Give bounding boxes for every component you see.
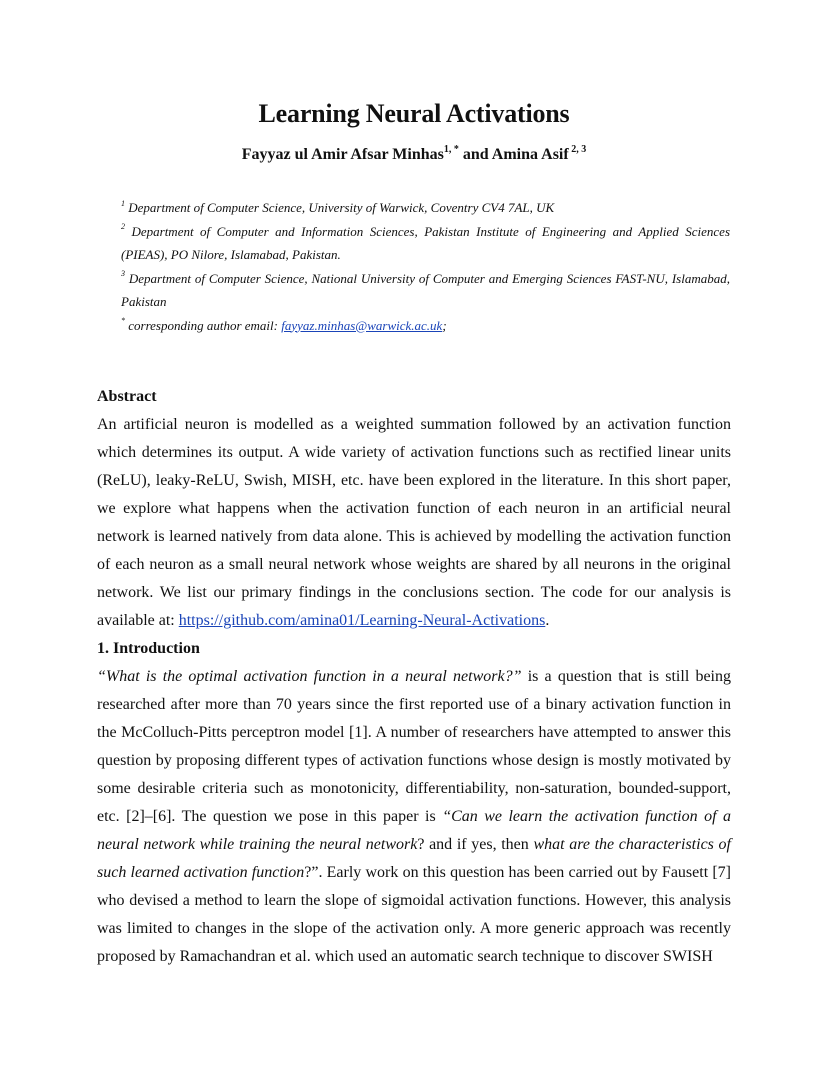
author-2-name: Amina Asif (491, 146, 569, 163)
affiliation-text: Department of Computer and Information Sciences, Pakistan Institute of Engineering and Applied Sciences (PIEAS), PO Nilore, Islamabad, Pakistan. (121, 223, 730, 262)
paper-title: Learning Neural Activations (258, 99, 570, 128)
author-line (0, 145, 828, 165)
affiliation-mark: 2 (121, 222, 125, 232)
corresponding-prefix: corresponding author email: (125, 317, 282, 333)
author-1-name: Fayyaz ul Amir Afsar Minhas (241, 146, 444, 163)
code-repository-link[interactable]: https://github.com/amina01/Learning-Neural-Activations (178, 612, 546, 629)
affiliation-text: Department of Computer Science, National University of Computer and Emerging Sciences FAST-NU, Islamabad, Pakistan (121, 270, 730, 309)
affiliation-3 (121, 267, 730, 314)
affiliations (121, 196, 730, 337)
affiliation-2 (121, 220, 730, 267)
intro-question-3: what are the characteristics of such learned activation function (97, 836, 731, 881)
author-connector: and (458, 146, 492, 163)
intro-question-2: “Can we learn the activation function of a neural network while training the neural network (97, 808, 732, 853)
corresponding-author (121, 314, 730, 338)
intro-text-1: is a question that is still being researched after more than 70 years since the first reported use of a binary activation function in the McColluch-Pitts perceptron model [1]. A number of researchers have attempted to answer this question by proposing different types of activation functions whose design is mostly motivated by some desirable criteria such as monotonicity, differentiability, non-saturation, bounded-support, etc. [2]–[6]. The question we pose in this paper is (97, 668, 731, 825)
abstract-end: . (545, 612, 550, 629)
corresponding-mark: * (121, 316, 125, 326)
affiliation-mark: 1 (121, 198, 125, 208)
author-1-affiliation-marks: 1, * (443, 143, 459, 155)
affiliation-1 (121, 196, 730, 220)
abstract-text: An artificial neuron is modelled as a weighted summation followed by an activation function which determines its output. A wide variety of activation functions such as rectified linear units (ReLU), leaky-ReLU, Swish, MISH, etc. have been explored in the literature. In this short paper, we explore what happens when the activation function of each neuron in an artificial neural network is learned natively from data alone. This is achieved by modelling the activation function of each neuron as a small neural network whose weights are shared by all neurons in the original network. We list our primary findings in the conclusions section. The code for our analysis is available at: (97, 416, 731, 629)
abstract-paragraph (97, 411, 731, 635)
affiliation-mark: 3 (121, 269, 125, 279)
author-2-affiliation-marks: 2, 3 (568, 143, 587, 155)
introduction-paragraph (97, 663, 731, 971)
affiliation-text: Department of Computer Science, University of Warwick, Coventry CV4 7AL, UK (125, 200, 555, 215)
intro-text-2: ? and if yes, then (417, 836, 534, 853)
intro-question-1: “What is the optimal activation function in a neural network?” (97, 668, 522, 685)
corresponding-suffix: ; (442, 317, 447, 333)
abstract-heading: Abstract (97, 388, 157, 405)
introduction-heading: 1. Introduction (97, 640, 200, 657)
corresponding-email-link[interactable]: fayyaz.minhas@warwick.ac.uk (281, 317, 443, 333)
intro-text-3: ?”. Early work on this question has been carried out by Fausett [7] who devised a method to learn the slope of sigmoidal activation functions. However, this analysis was limited to changes in the slope of the activation only. A more generic approach was recently proposed by Ramachandran et al. which used an automatic search technique to discover SWISH (97, 864, 731, 965)
abstract-section (97, 383, 731, 971)
